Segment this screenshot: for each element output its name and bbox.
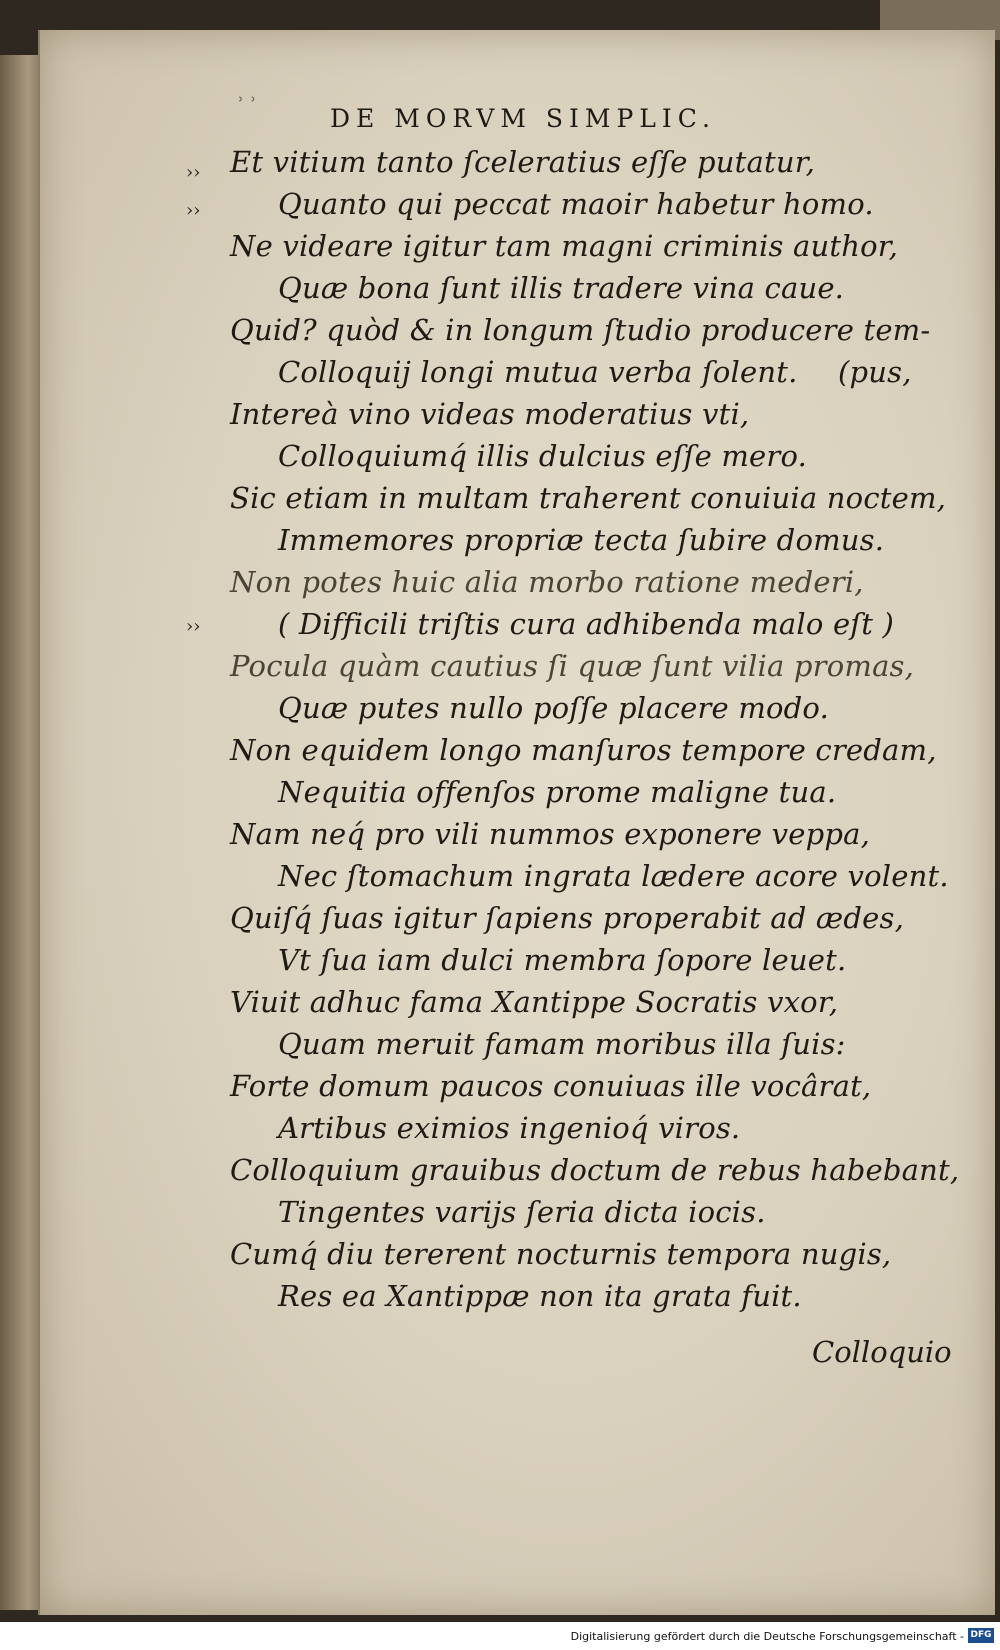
verse-line: Colloquium grauibus doctum de rebus habebant, [230, 1153, 960, 1187]
quote-mark: ›› [186, 200, 201, 221]
verse-line: Colloquij longi mutua verba ſolent. [278, 355, 798, 389]
verse-line: Quæ putes nullo poſſe placere modo. [278, 691, 830, 725]
catchword: Colloquio [812, 1335, 952, 1369]
verse-line: Non potes huic alia morbo ratione mederi, [230, 565, 864, 599]
verse-line: Tingentes varijs ſeria dicta iocis. [278, 1195, 766, 1229]
verse-line: Et vitium tanto ſceleratius eſſe putatur, [230, 145, 816, 179]
verse-line: Quæ bona ſunt illis tradere vina caue. [278, 271, 845, 305]
verse-line: ( Difficili triſtis cura adhibenda malo eſt ) [278, 607, 895, 641]
verse-line: Intereà vino videas moderatius vti, [230, 397, 750, 431]
verse-line: Ne videare igitur tam magni criminis author, [230, 229, 899, 263]
verse-line: Forte domum paucos conuiuas ille vocârat, [230, 1069, 872, 1103]
verse-line: Quam meruit famam moribus illa ſuis: [278, 1027, 846, 1061]
header-ornament: ʾ ʾ [238, 92, 257, 116]
verse-line: Nam neq́ pro vili nummos exponere veppa, [230, 817, 871, 851]
verse-line: Nequitia offenſos prome maligne tua. [278, 775, 837, 809]
dfg-logo: DFG [968, 1628, 994, 1643]
verse-line: Colloquiumq́ illis dulcius eſſe mero. [278, 439, 808, 473]
verse-line: Res ea Xantippæ non ita grata fuit. [278, 1279, 802, 1313]
verse-line: Pocula quàm cautius ſi quæ ſunt vilia promas, [230, 649, 915, 683]
verse-line: Non equidem longo manſuros tempore credam, [230, 733, 937, 767]
verse-line: Immemores propriæ tecta ſubire domus. [278, 523, 885, 557]
verse-line: Nec ſtomachum ingrata lædere acore volent. [278, 859, 949, 893]
verse-line: Quiſq́ ſuas igitur ſapiens properabit ad ædes, [230, 901, 905, 935]
verse-line-turnover: (pus, [838, 355, 912, 389]
verse-line: Cumq́ diu tererent nocturnis tempora nugis, [230, 1237, 892, 1271]
verse-line: Quanto qui peccat maoir habetur homo. [278, 187, 874, 221]
book-edge [0, 55, 40, 1610]
running-head: DE MORVM SIMPLIC. [330, 104, 716, 133]
verse-line: Vt ſua iam dulci membra ſopore leuet. [278, 943, 847, 977]
verse-line: Artibus eximios ingenioq́ viros. [278, 1111, 741, 1145]
verse-line: Viuit adhuc fama Xantippe Socratis vxor, [230, 985, 839, 1019]
verse-line: Quid? quòd & in longum ſtudio producere tem- [230, 313, 931, 347]
funding-credit: Digitalisierung gefördert durch die Deutsche Forschungsgemeinschaft - [570, 1630, 964, 1643]
verse-line: Sic etiam in multam traherent conuiuia noctem, [230, 481, 947, 515]
quote-mark: ›› [186, 162, 201, 183]
quote-mark: ›› [186, 616, 201, 637]
